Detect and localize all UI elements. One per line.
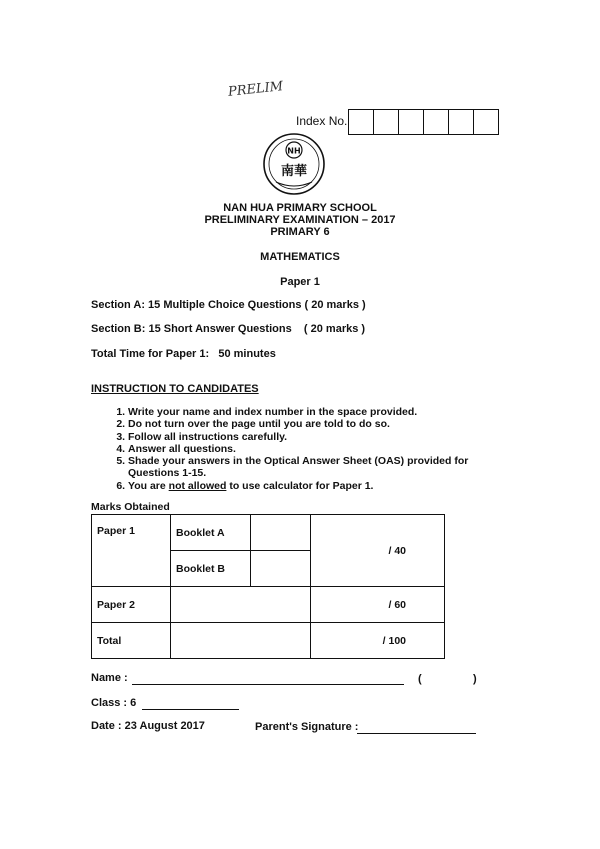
instructions-title: INSTRUCTION TO CANDIDATES: [91, 383, 259, 395]
marks-total-value: / 100: [311, 623, 445, 659]
marks-paper2-total: / 60: [311, 587, 445, 623]
marks-booklet-a-label: Booklet A: [171, 515, 251, 551]
marks-booklet-b-score[interactable]: [251, 551, 311, 587]
index-box[interactable]: [474, 110, 498, 134]
index-box[interactable]: [374, 110, 399, 134]
index-paren-close: ): [473, 673, 477, 685]
marks-paper2-label: Paper 2: [92, 587, 171, 623]
class-label: Class : 6: [91, 697, 137, 709]
subject: MATHEMATICS: [260, 251, 340, 263]
marks-paper2-score[interactable]: [171, 587, 311, 623]
handwritten-annotation: PRELIM: [227, 79, 284, 100]
instruction-item: 4. Answer all questions.: [128, 443, 470, 455]
index-number-boxes[interactable]: [348, 109, 499, 135]
index-box[interactable]: [399, 110, 424, 134]
class-field[interactable]: [142, 698, 239, 710]
school-crest-logo: [260, 130, 328, 198]
level: PRIMARY 6: [270, 226, 330, 238]
marks-total-score[interactable]: [171, 623, 311, 659]
index-box[interactable]: [424, 110, 449, 134]
crest-chinese-name: 南華: [280, 164, 308, 179]
index-paren-open: (: [418, 673, 422, 685]
index-box[interactable]: [349, 110, 374, 134]
marks-title: Marks Obtained: [91, 501, 170, 513]
marks-paper1-total: / 40: [311, 515, 445, 587]
paper-title: Paper 1: [280, 276, 320, 288]
marks-paper1-label: Paper 1: [92, 515, 171, 587]
exam-title: PRELIMINARY EXAMINATION – 2017: [204, 214, 396, 226]
school-name: NAN HUA PRIMARY SCHOOL: [223, 202, 377, 214]
section-b: Section B: 15 Short Answer Questions ( 20 marks ): [91, 323, 366, 335]
marks-booklet-a-score[interactable]: [251, 515, 311, 551]
marks-table: [91, 514, 445, 659]
index-box[interactable]: [449, 110, 474, 134]
crest-monogram: NH: [287, 146, 301, 156]
instruction-item: 5. Shade your answers in the Optical Answer Sheet (OAS) provided for Questions 1-15.: [128, 455, 470, 480]
marks-booklet-b-label: Booklet B: [171, 551, 251, 587]
signature-label: Parent's Signature :: [255, 721, 359, 733]
total-time: Total Time for Paper 1: 50 minutes: [91, 348, 276, 360]
instructions-list: [110, 406, 470, 492]
section-a: Section A: 15 Multiple Choice Questions ( 20 marks ): [91, 299, 366, 311]
name-label: Name :: [91, 672, 128, 684]
index-label: Index No.: [296, 114, 348, 128]
signature-field[interactable]: [357, 722, 476, 734]
instruction-item: 1. Write your name and index number in the space provided.: [128, 406, 470, 418]
name-field[interactable]: [132, 673, 404, 685]
marks-total-label: Total: [92, 623, 171, 659]
exam-date: Date : 23 August 2017: [91, 720, 205, 732]
instruction-item: 3. Follow all instructions carefully.: [128, 431, 470, 443]
instruction-item: 6. You are not allowed to use calculator for Paper 1.: [128, 480, 470, 492]
instruction-item: 2. Do not turn over the page until you are told to do so.: [128, 418, 470, 430]
